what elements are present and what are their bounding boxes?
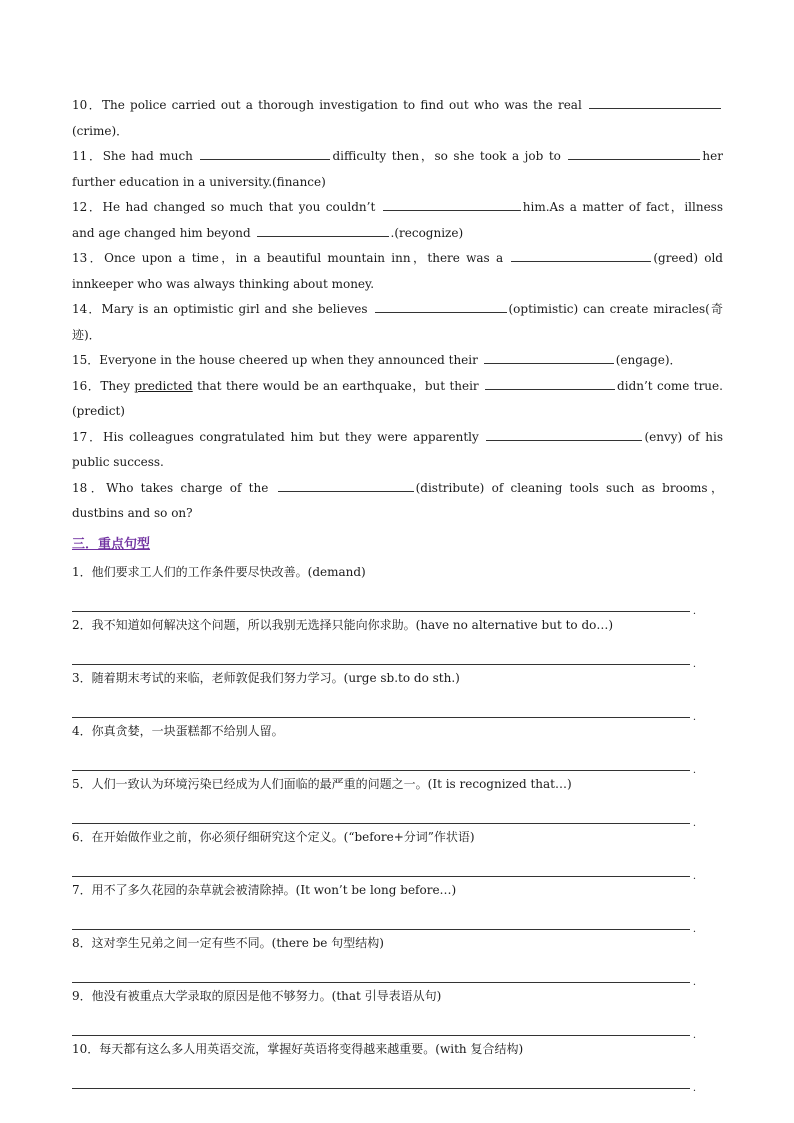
- question-number: 17．: [72, 429, 104, 444]
- question-14: 14．Mary is an optimistic girl and she believes (optimistic) can create miracles(奇迹)．: [72, 297, 723, 348]
- question-number: 15．: [72, 353, 100, 367]
- question-number: 12．: [72, 200, 103, 214]
- answer-line[interactable]: .: [72, 850, 690, 877]
- worksheet-page: [72, 93, 723, 1094]
- answer-blank[interactable]: [383, 196, 521, 211]
- translation-prompt: 5．人们一致认为环境污染已经成为人们面临的最严重的问题之一。(It is recognized that…): [72, 777, 572, 791]
- question-number: 18．: [72, 480, 107, 495]
- answer-blank[interactable]: [278, 477, 414, 492]
- translation-3: [72, 665, 723, 723]
- translation-prompt: 10．每天都有这么多人用英语交流，掌握好英语将变得越来越重要。(with 复合结构): [72, 1042, 524, 1056]
- answer-line[interactable]: .: [72, 1009, 690, 1036]
- underlined-keyword: predicted: [134, 378, 193, 393]
- question-17: 17．His colleagues congratulated him but they were apparently (envy) of his public success.: [72, 425, 723, 476]
- answer-blank[interactable]: [589, 94, 721, 109]
- translation-prompt: 8．这对孪生兄弟之间一定有些不同。(there be 句型结构): [72, 936, 384, 950]
- answer-line[interactable]: .: [72, 1062, 690, 1089]
- translation-8: [72, 930, 723, 988]
- answer-blank[interactable]: [484, 349, 614, 364]
- question-number: 10．: [72, 98, 103, 112]
- translation-2: [72, 612, 723, 670]
- translation-6: [72, 824, 723, 882]
- answer-line[interactable]: .: [72, 956, 690, 983]
- question-10: 10．The police carried out a thorough investigation to find out who was the real (crime)．: [72, 93, 723, 144]
- translation-7: [72, 877, 723, 935]
- translation-1: [72, 559, 723, 617]
- answer-blank[interactable]: [486, 426, 642, 441]
- translation-prompt: 9．他没有被重点大学录取的原因是他不够努力。(that 引导表语从句): [72, 989, 442, 1003]
- translation-5: [72, 771, 723, 829]
- translation-prompt: 6．在开始做作业之前，你必须仔细研究这个定义。(“before+分词”作状语): [72, 830, 475, 844]
- question-18: 18．Who takes charge of the (distribute) of cleaning tools such as brooms，dustbins and so on?: [72, 476, 723, 527]
- question-16: 16．They predicted that there would be an earthquake，but their didn’t come true.(predict): [72, 374, 723, 425]
- translation-prompt: 7．用不了多久花园的杂草就会被清除掉。(It won’t be long before…): [72, 883, 457, 897]
- translation-prompt: 2．我不知道如何解决这个问题，所以我别无选择只能向你求助。(have no alternative but to do…): [72, 618, 614, 632]
- question-number: 16．: [72, 378, 101, 393]
- answer-blank[interactable]: [568, 145, 700, 160]
- question-number: 13．: [72, 251, 105, 265]
- translation-9: [72, 983, 723, 1041]
- answer-blank[interactable]: [257, 222, 389, 237]
- answer-blank[interactable]: [200, 145, 330, 160]
- answer-line[interactable]: .: [72, 691, 690, 718]
- answer-line[interactable]: .: [72, 585, 690, 612]
- answer-blank[interactable]: [485, 375, 615, 390]
- section-heading: 三．重点句型: [72, 536, 151, 552]
- translation-prompt: 3．随着期末考试的来临，老师敦促我们努力学习。(urge sb.to do sth.): [72, 671, 460, 685]
- question-12: 12．He had changed so much that you couldn’t him.As a matter of fact，illness and age changed him beyond .(recognize): [72, 195, 723, 246]
- question-11: 11．She had much difficulty then，so she took a job to her further education in a university.(finance): [72, 144, 723, 195]
- question-13: 13．Once upon a time，in a beautiful mountain inn，there was a (greed) old innkeeper who was always thinking about money.: [72, 246, 723, 297]
- question-number: 14．: [72, 302, 102, 316]
- answer-line[interactable]: .: [72, 744, 690, 771]
- translation-prompt: 4．你真贪婪，一块蛋糕都不给别人留。: [72, 724, 284, 738]
- translation-prompt: 1．他们要求工人们的工作条件要尽快改善。(demand): [72, 565, 366, 579]
- answer-line[interactable]: .: [72, 638, 690, 665]
- question-number: 11．: [72, 149, 103, 163]
- question-15: 15．Everyone in the house cheered up when they announced their (engage)．: [72, 348, 723, 374]
- answer-blank[interactable]: [511, 247, 651, 262]
- translation-4: [72, 718, 723, 776]
- answer-line[interactable]: .: [72, 903, 690, 930]
- translation-10: [72, 1036, 723, 1094]
- answer-blank[interactable]: [375, 298, 507, 313]
- answer-line[interactable]: .: [72, 797, 690, 824]
